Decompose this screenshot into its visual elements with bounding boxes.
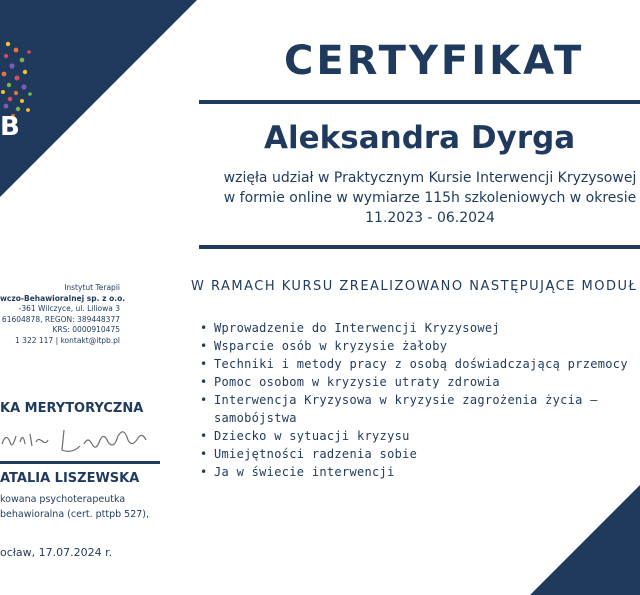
supervisor-name: ATALIA LISZEWSKA bbox=[0, 471, 140, 486]
middle-divider bbox=[199, 245, 640, 249]
institute-line: 61604878, REGON: 389448377 bbox=[1, 314, 120, 324]
module-item bbox=[200, 445, 628, 463]
top-divider bbox=[199, 100, 640, 104]
institute-line: wczo-Behawioralnej sp. z o.o. bbox=[0, 293, 126, 303]
module-text: Wprowadzenie do Interwencji Kryzysowej bbox=[214, 321, 500, 335]
module-text: Dziecko w sytuacji kryzysu bbox=[214, 429, 410, 443]
module-text: Wsparcie osób w kryzysie żałoby bbox=[214, 339, 448, 353]
signature-divider bbox=[0, 461, 160, 464]
module-text: Pomoc osobom w kryzysie utraty zdrowia bbox=[214, 375, 500, 389]
institute-line: KRS: 0000910475 bbox=[52, 325, 120, 334]
module-item bbox=[200, 337, 628, 355]
supervisor-desc-line: behawioralna (cert. pttpb 527), bbox=[0, 509, 150, 520]
supervisor-description bbox=[0, 492, 149, 522]
institute-line: Instytut Terapii bbox=[64, 283, 120, 292]
bottom-right-navy-corner bbox=[530, 485, 640, 595]
modules-heading: W RAMACH KURSU ZREALIZOWANO NASTĘPUJĄCE MODUŁ bbox=[191, 279, 638, 294]
module-item bbox=[200, 427, 628, 445]
institute-line: 1 322 117 | kontakt@itpb.pl bbox=[15, 335, 120, 345]
module-text-continuation: samobójstwa bbox=[214, 411, 297, 425]
module-item bbox=[200, 463, 628, 481]
module-item bbox=[200, 319, 628, 337]
description-line: w formie online w wymiarze 115h szkoleniowych w okresie bbox=[223, 190, 637, 206]
recipient-name: Aleksandra Dyrga bbox=[264, 120, 576, 156]
module-text: Interwencja Kryzysowa w kryzysie zagrożenia życia – bbox=[214, 393, 598, 407]
description-line: wzięła udział w Praktycznym Kursie Interwencji Kryzysowej bbox=[223, 170, 637, 186]
institute-line: -361 Wilczyce, ul. Liliowa 3 bbox=[18, 304, 120, 313]
module-text: Techniki i metody pracy z osobą doświadczającą przemocy bbox=[214, 357, 628, 371]
modules-list bbox=[200, 319, 628, 481]
handwritten-signature bbox=[0, 420, 170, 460]
supervisor-desc-line: kowana psychoterapeutka bbox=[0, 494, 126, 505]
logo-letters: B bbox=[0, 112, 21, 142]
module-item bbox=[200, 355, 628, 373]
module-item bbox=[200, 391, 628, 427]
supervisor-label: KA MERYTORYCZNA bbox=[0, 401, 144, 416]
description-line: 11.2023 - 06.2024 bbox=[365, 210, 495, 226]
module-text: Umiejętności radzenia sobie bbox=[214, 447, 418, 461]
institute-info bbox=[0, 283, 126, 346]
certificate-title: CERTYFIKAT bbox=[284, 38, 585, 84]
module-text: Ja w świecie interwencji bbox=[214, 465, 395, 479]
module-item bbox=[200, 373, 628, 391]
place-and-date: ocław, 17.07.2024 r. bbox=[0, 546, 113, 559]
certificate-description bbox=[200, 168, 640, 228]
